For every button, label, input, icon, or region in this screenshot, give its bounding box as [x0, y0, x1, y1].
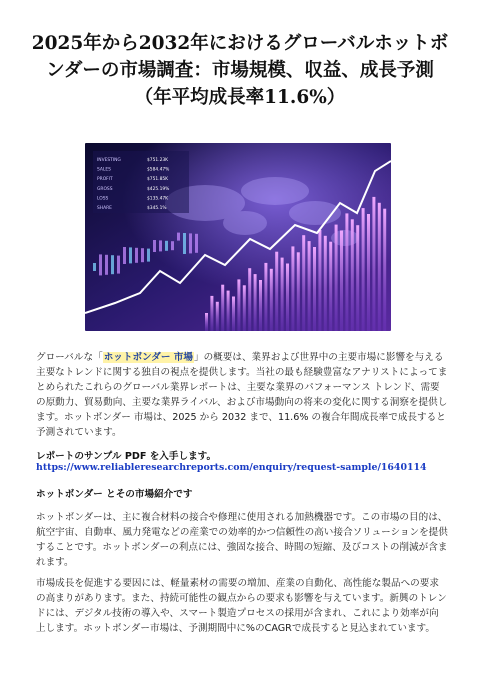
hero-candle — [135, 248, 138, 263]
hero-bar — [205, 313, 208, 331]
hero-bar — [259, 280, 262, 331]
hero-bar — [313, 247, 316, 331]
hero-candle — [129, 247, 132, 263]
product-description-paragraph: ホットボンダーは、主に複合材料の接合や修理に使用される加熱機器です。この市場の目的は、航空宇宙、自動車、風力発電などの産業での効率的かつ信頼性の高い接合ソリューションを提供することです。ホットボンダーの利点には、強固な接合、時間の短縮、及びコストの削減が含まれます。 — [36, 512, 448, 568]
hero-panel-label: PROFIT — [97, 177, 113, 183]
hero-bar — [232, 297, 235, 332]
hero-panel-value: $751.23K — [147, 158, 169, 163]
hero-panel-label: GROSS — [97, 186, 113, 192]
hero-bar — [291, 246, 294, 331]
hero-panel-value: $584.47% — [147, 167, 170, 173]
hero-bar — [227, 291, 230, 331]
sample-pdf-label: レポートのサンプル PDF を入手します。 — [36, 451, 217, 462]
hero-illustration — [85, 143, 391, 331]
hero-bar — [243, 285, 246, 331]
hero-panel-label: LOSS — [97, 196, 109, 202]
hero-candle — [147, 249, 150, 262]
hero-bar — [351, 219, 354, 331]
hero-bar — [275, 252, 278, 331]
section-heading: ホットボンダー とその市場紹介です — [36, 489, 193, 500]
hero-bar — [254, 274, 257, 331]
hero-bar — [281, 258, 284, 331]
hero-candle — [117, 256, 120, 274]
hero-panel-label: SALES — [97, 167, 111, 173]
hero-candle — [195, 234, 198, 253]
intro-paragraph — [36, 350, 448, 440]
hero-bar — [237, 279, 240, 331]
hero-bar — [270, 269, 273, 331]
sample-pdf-link[interactable]: https://www.reliableresearchreports.com/enquiry/request-sample/1640114 — [36, 462, 427, 473]
hero-panel-value: $345.1% — [147, 206, 167, 211]
hero-panel-label: INVESTING — [97, 158, 121, 163]
hero-bar — [286, 264, 289, 332]
hero-bar — [210, 296, 213, 331]
hero-bar — [367, 214, 370, 331]
hero-bar — [308, 241, 311, 331]
hero-bar — [362, 208, 365, 331]
hero-panel-value: $135.47K — [147, 196, 169, 202]
intro-text: 」の概要は、業界および世界中の主要市場に影響を与える主要なトレンドに関する独自の視点を提供します。当社の最も経験豊富なアナリストによってまとめられたこれらのグローバル業界レポートは、主要な業界のパフォーマンス トレンド、需要の原動力、貿易動向、主要な業界ライバル、および市場動向の将来の変化に関する洞察を提供します。ホットボンダー 市場は、2025 から 2032 まで、11.6% の複合年間成長率で成長すると予測されています。 — [36, 352, 448, 438]
hero-bar — [216, 302, 219, 331]
hero-bar — [297, 252, 300, 331]
hero-candle — [189, 233, 192, 253]
hero-candle — [99, 254, 102, 275]
hero-candle — [141, 248, 144, 262]
intro-prefix: グローバルな「 — [36, 352, 103, 363]
hero-bar — [335, 225, 338, 331]
page-title: 2025年から2032年におけるグローバルホットボンダーの市場調査：市場規模、収益、成長予測（年平均成長率11.6%） — [31, 33, 449, 108]
hero-bar — [329, 242, 332, 331]
hero-bar — [318, 230, 321, 331]
hero-candle — [177, 233, 180, 241]
hero-candle — [171, 241, 174, 250]
hero-bar — [345, 213, 348, 331]
hero-candle — [183, 233, 186, 254]
hero-data-panel — [93, 151, 189, 213]
hero-bar — [340, 231, 343, 332]
hero-image-finance-chart — [85, 143, 391, 331]
hero-candle — [93, 263, 96, 271]
hero-bar — [264, 263, 267, 331]
hero-panel-label: SHARE — [97, 206, 112, 211]
market-drivers-paragraph: 市場成長を促進する要因には、軽量素材の需要の増加、産業の自動化、高性能な製品への要求の高まりがあります。また、持続可能性の観点からの要求も影響を与えています。新興のトレンドには、デジタル技術の導入や、スマート製造プロセスの採用が含まれ、これにより効率が向上します。ホットボンダー市場は、予測期間中に%のCAGRで成長すると見込まれています。 — [36, 578, 447, 634]
hero-candle — [165, 241, 168, 251]
hero-panel-value: $425.19% — [147, 186, 170, 192]
hero-candle — [123, 247, 126, 264]
hero-bar — [378, 203, 381, 331]
hero-bar — [221, 285, 224, 331]
market-name-link[interactable]: ホットボンダー 市場 — [103, 352, 193, 363]
hero-candle — [153, 240, 156, 252]
hero-panel-value: $751.85K — [147, 177, 169, 183]
hero-bar — [372, 197, 375, 331]
hero-candle — [159, 240, 162, 251]
hero-bar — [248, 268, 251, 331]
hero-candle — [111, 255, 114, 274]
hero-candle — [105, 255, 108, 275]
hero-bar — [383, 209, 386, 331]
hero-bar — [324, 236, 327, 331]
hero-bar — [302, 235, 305, 331]
hero-bar — [356, 225, 359, 331]
